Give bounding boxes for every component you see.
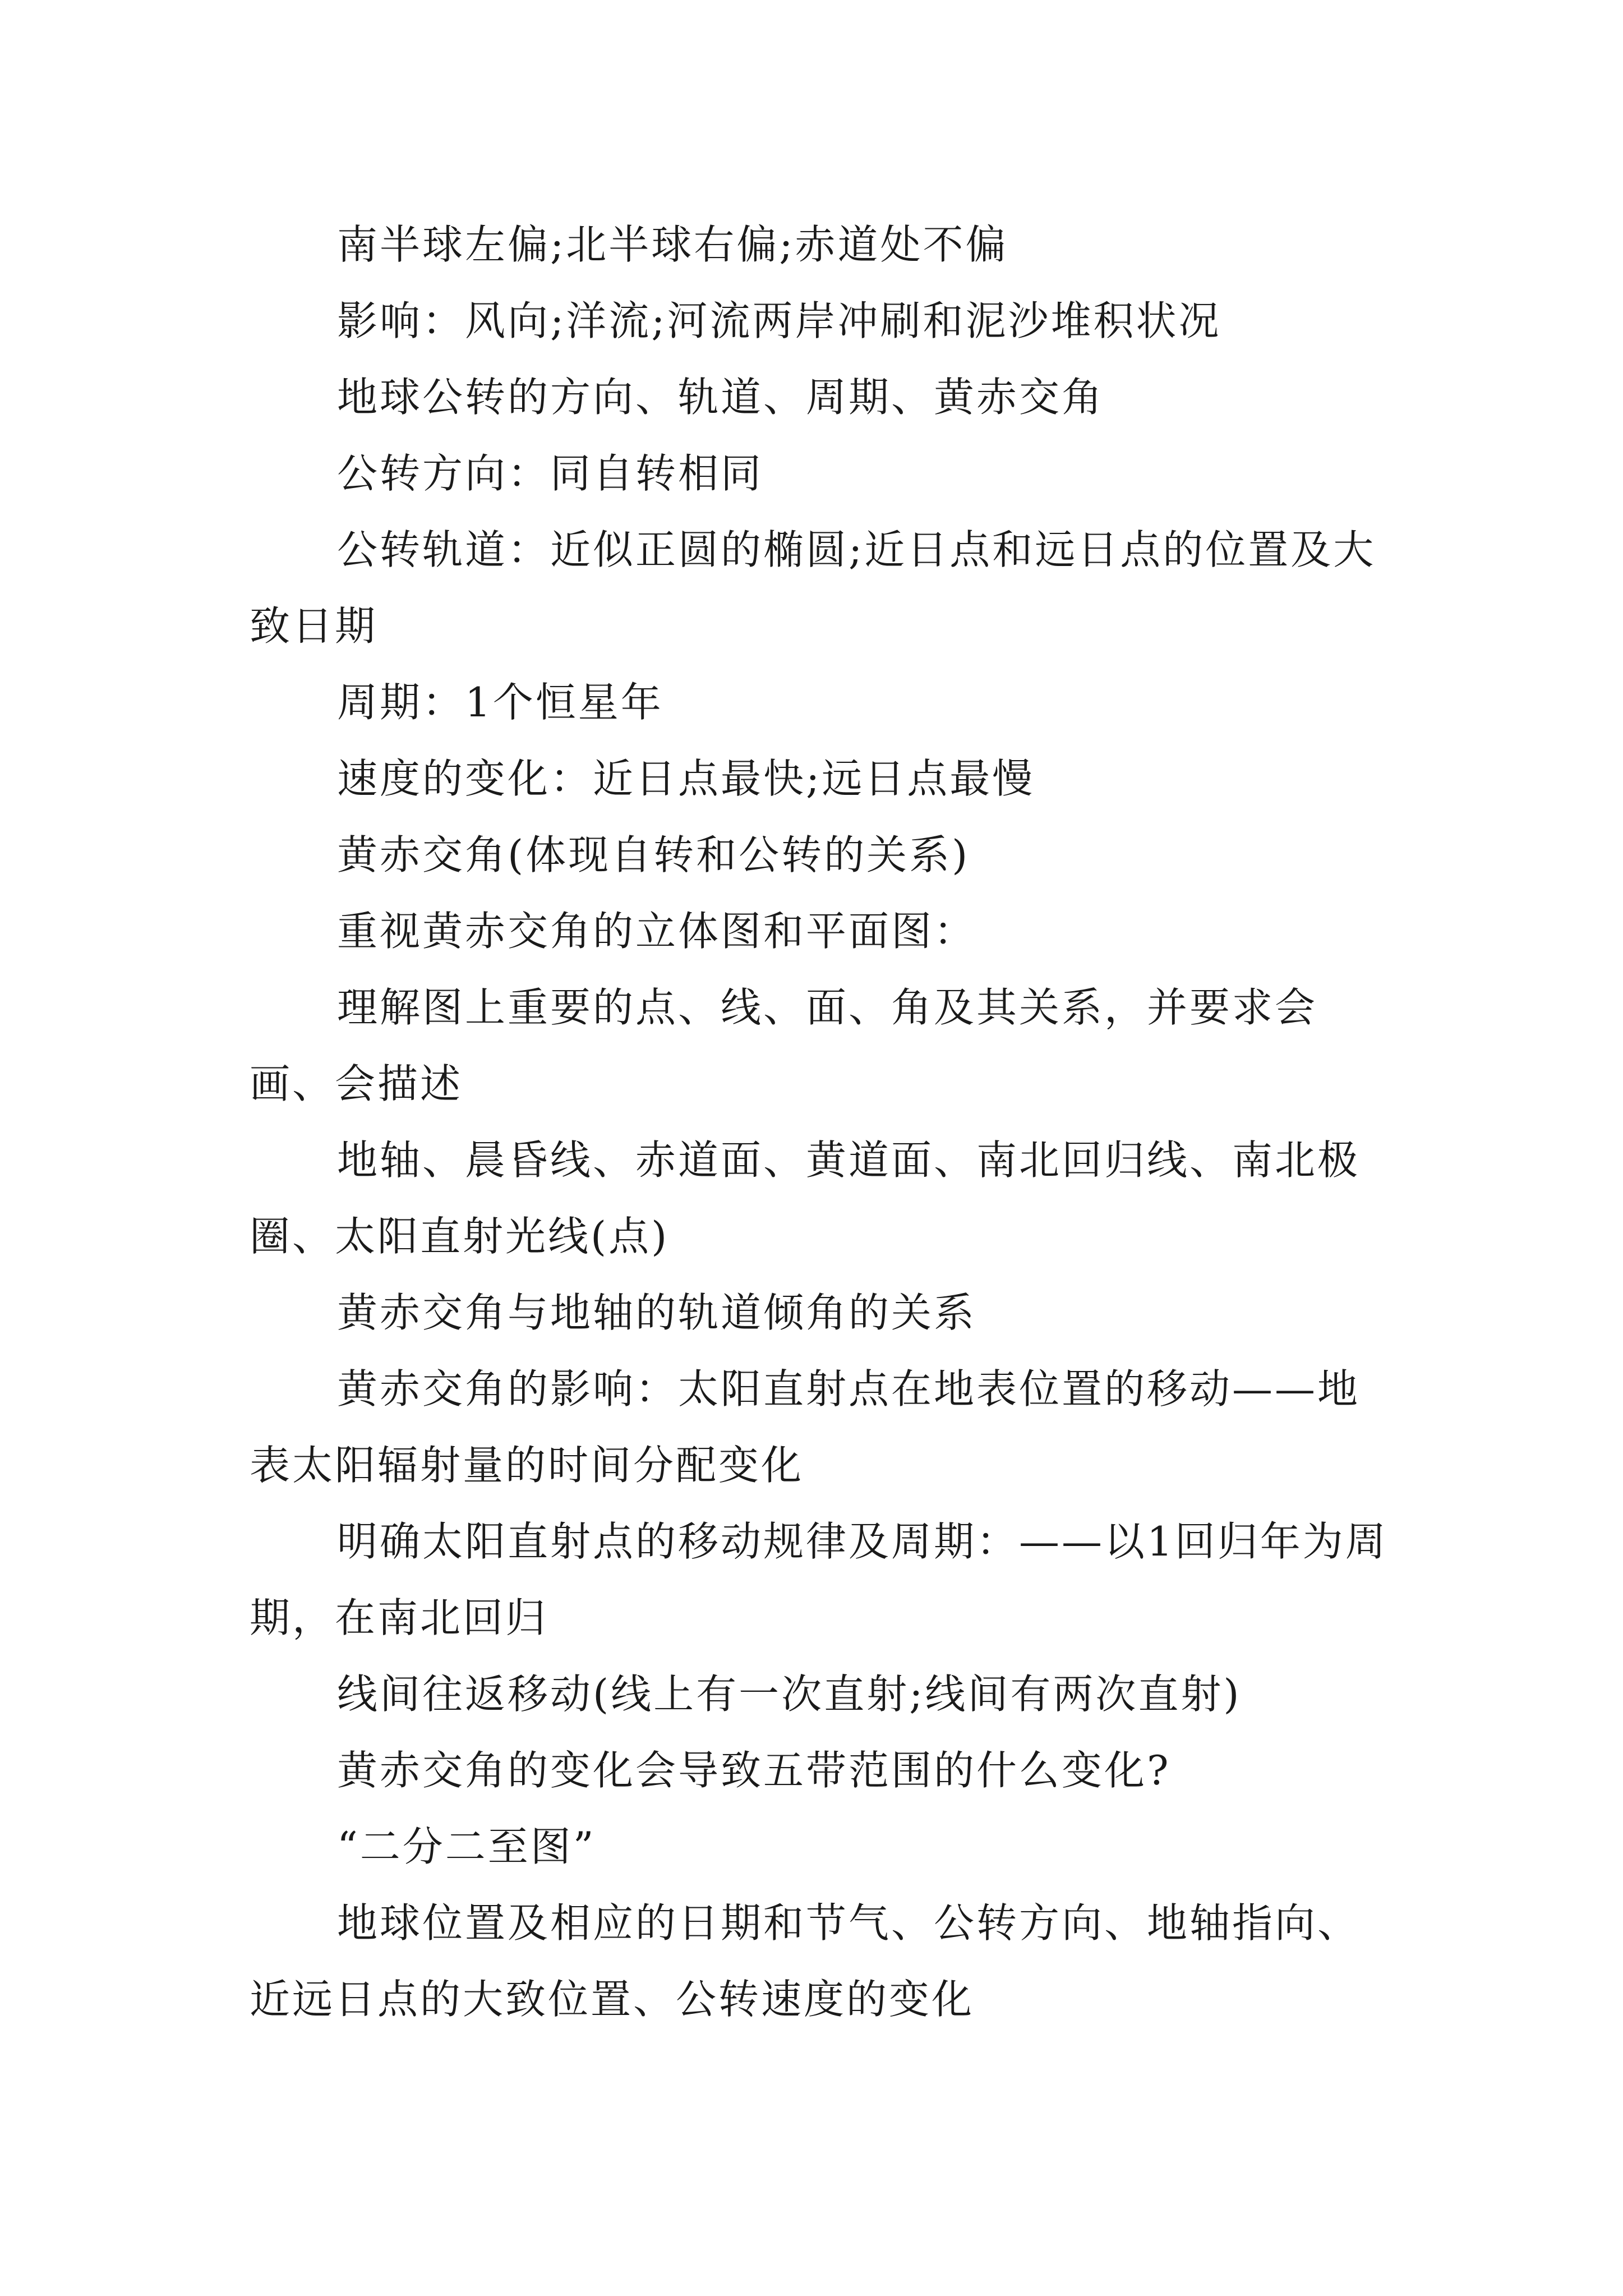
paragraph: 地轴、晨昏线、赤道面、黄道面、南北回归线、南北极圈、太阳直射光线(点)	[250, 1137, 1361, 1260]
paragraph: 速度的变化：近日点最快;远日点最慢	[337, 755, 1035, 802]
paragraph: 周期：1个恒星年	[337, 679, 663, 726]
paragraph: 地球公转的方向、轨道、周期、黄赤交角	[337, 374, 1105, 421]
paragraph: 重视黄赤交角的立体图和平面图：	[337, 908, 977, 955]
paragraph: 黄赤交角(体现自转和公转的关系)	[337, 831, 970, 878]
paragraph: 地球位置及相应的日期和节气、公转方向、地轴指向、近远日点的大致位置、公转速度的变化	[250, 1899, 1361, 2023]
paragraph: 公转轨道：近似正圆的椭圆;近日点和远日点的位置及大致日期	[250, 526, 1376, 650]
paragraph: 南半球左偏;北半球右偏;赤道处不偏	[337, 221, 1008, 268]
paragraph: 黄赤交角与地轴的轨道倾角的关系	[337, 1289, 977, 1336]
paragraph: 明确太阳直射点的移动规律及周期：——以1回归年为周期，在南北回归	[250, 1518, 1388, 1641]
paragraph: 线间往返移动(线上有一次直射;线间有两次直射)	[337, 1671, 1242, 1718]
paragraph: 黄赤交角的变化会导致五带范围的什么变化?	[337, 1747, 1171, 1794]
paragraph: 影响：风向;洋流;河流两岸冲刷和泥沙堆积状况	[337, 297, 1221, 344]
paragraph: 公转方向：同自转相同	[337, 450, 764, 497]
paragraph: 黄赤交角的影响：太阳直射点在地表位置的移动——地表太阳辐射量的时间分配变化	[250, 1365, 1361, 1489]
document-body	[250, 206, 1391, 2037]
paragraph: “二分二至图”	[337, 1823, 596, 1870]
paragraph: 理解图上重要的点、线、面、角及其关系，并要求会画、会描述	[250, 984, 1318, 1107]
